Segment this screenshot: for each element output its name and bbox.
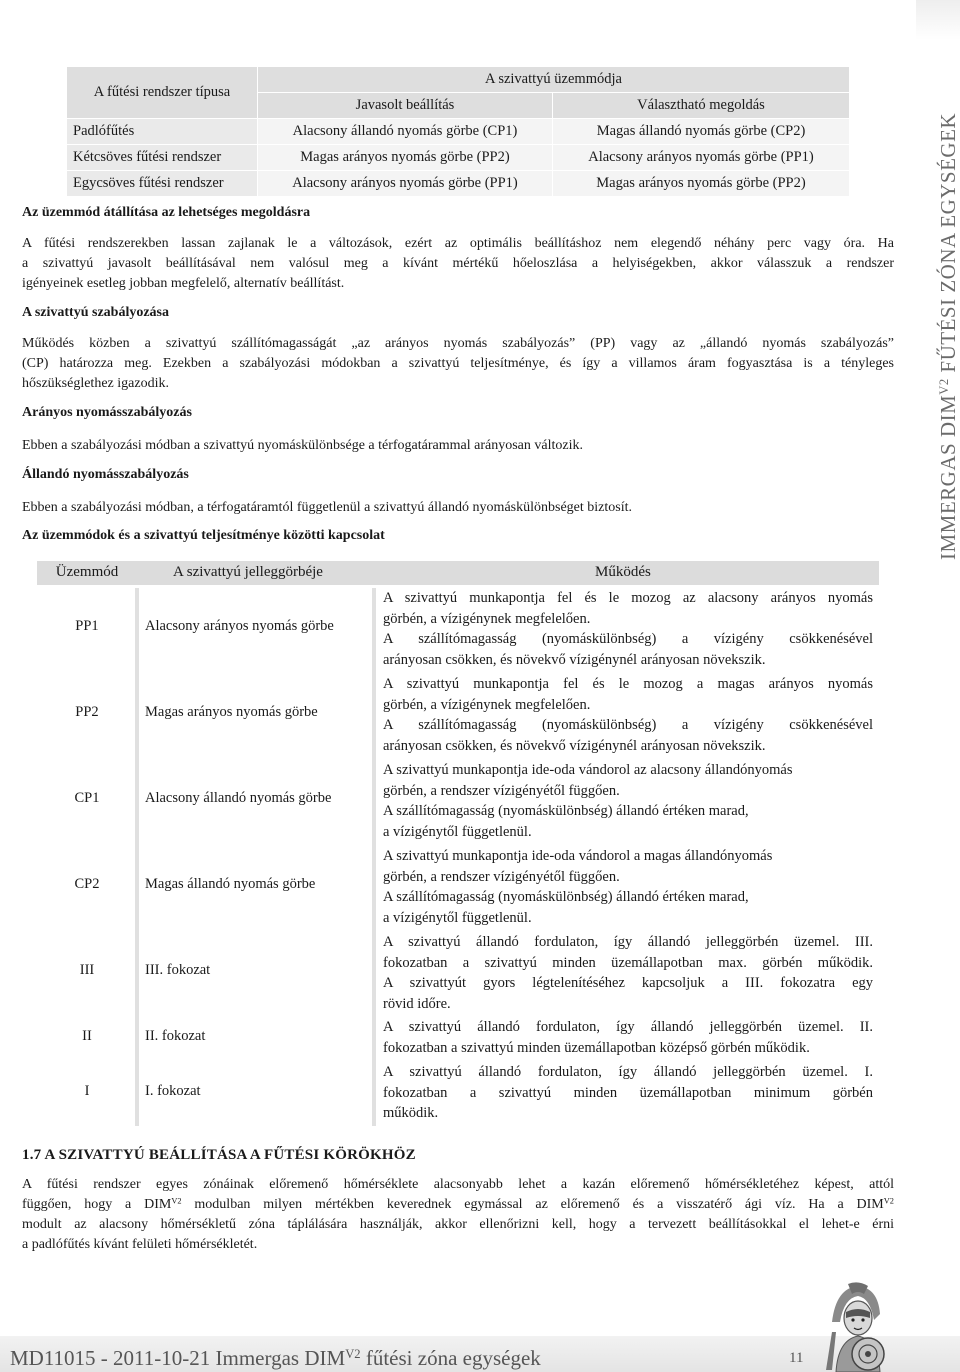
operation-line: a vízigénytől függetlenül. <box>383 823 532 840</box>
side-tab <box>916 0 960 40</box>
table-row <box>67 171 850 197</box>
operation-line: A szállítómagasság (nyomáskülönbség) állandó értéken marad, <box>383 803 749 819</box>
operation-line: görbén, a rendszer vízigényétől függően. <box>383 782 620 799</box>
mode-curve: Alacsony arányos nyomás görbe <box>145 618 334 634</box>
col-mode: Üzemmód <box>55 564 119 580</box>
mode-operation <box>383 1017 873 1058</box>
superscript: V2 <box>171 1196 182 1206</box>
relation-title: Az üzemmódok és a szivattyú teljesítménye közötti kapcsolat <box>22 528 385 543</box>
operation-line: A szállítómagasság (nyomáskülönbség) állandó értéken marad, <box>383 889 749 905</box>
switch-section-title: Az üzemmód átállítása az lehetséges megoldásra <box>22 205 311 220</box>
header-optional: Választható megoldás <box>553 93 850 119</box>
row-suggested: Alacsony arányos nyomás görbe (PP1) <box>258 171 553 197</box>
line-part: függően, hogy a DIM <box>22 1197 172 1212</box>
operation-line: fokozatban a szivattyú minden üzemállapotban minimum görbén <box>383 1084 873 1101</box>
operation-line: görbén, a vízigénynek megfelelően. <box>383 696 591 713</box>
mode-code: PP2 <box>75 704 99 720</box>
operation-line: A szivattyú állandó fordulaton, így állandó jelleggörbén üzemel. I. <box>383 1064 873 1080</box>
footer-text <box>10 1346 541 1371</box>
superscript: V2 <box>883 1196 894 1206</box>
operation-line: rövid időre. <box>383 995 451 1012</box>
operation-line: A szivattyú munkapontja ide-oda vándorol a magas állandónyomás <box>383 848 773 864</box>
mode-curve: I. fokozat <box>145 1083 201 1099</box>
mode-operation <box>383 760 873 842</box>
gladiator-logo-icon <box>818 1282 896 1372</box>
paragraph-line: modult az alacsony hőmérsékletű zóna táplálására használják, akkor ellenőrizni kell, hogy a tervezett beállításokkal el lehet-e érni <box>22 1217 894 1232</box>
row-type: Egycsöves fűtési rendszer <box>67 171 258 197</box>
control-paragraph <box>22 334 894 394</box>
operation-line: a vízigénytől függetlenül. <box>383 909 532 926</box>
section-heading: 1.7 A SZIVATTYÚ BEÁLLÍTÁSA A FŰTÉSI KÖRÖKHÖZ <box>22 1147 416 1163</box>
mode-code: PP1 <box>75 618 99 634</box>
banner-part: FŰTÉSI ZÓNA EGYSÉGEK <box>936 112 960 379</box>
col-operation: Működés <box>595 564 651 580</box>
operation-line: arányosan csökken, és növekvő vízigénynél arányosan növekszik. <box>383 737 766 754</box>
row-suggested: Alacsony állandó nyomás görbe (CP1) <box>258 119 553 145</box>
operation-line: A szivattyút gyors légtelenítéséhez kapcsoljuk a III. fokozatra egy <box>383 975 873 991</box>
line-part: modulban milyen mértékben keverednek egymással az előremenő és a visszatérő ági víz. Ha a DIM <box>181 1197 884 1212</box>
operation-line: A szállítómagasság (nyomáskülönbség) a vízigény csökkenésével <box>383 631 873 647</box>
heating-mode-table <box>66 66 850 197</box>
row-type: Padlófűtés <box>67 119 258 145</box>
mode-code: I <box>84 1083 90 1099</box>
mode-curve: II. fokozat <box>145 1028 206 1044</box>
table-row <box>67 119 850 145</box>
operation-line: A szivattyú munkapontja fel és le mozog az alacsony arányos nyomás <box>383 590 873 606</box>
row-optional: Magas arányos nyomás görbe (PP2) <box>553 171 850 197</box>
mode-code: CP2 <box>74 876 100 892</box>
paragraph-line <box>22 1195 894 1215</box>
superscript: V2 <box>345 1347 361 1362</box>
col-curve: A szivattyú jelleggörbéje <box>173 564 323 580</box>
mode-curve: Alacsony állandó nyomás görbe <box>145 790 332 806</box>
operation-line: A szivattyú munkapontja ide-oda vándorol az alacsony állandónyomás <box>383 762 793 778</box>
constant-title: Állandó nyomásszabályozás <box>22 467 189 482</box>
paragraph-line: hőszükséglethez igazodik. <box>22 376 169 391</box>
paragraph-line: a szivattyú javasolt beállításával nem valósul meg a kívánt mértékű hőeloszlása a helyiségekben, akkor válasszuk a rendszer <box>22 256 894 271</box>
operation-line: fokozatban a szivattyú minden üzemállapotban középső görbén működik. <box>383 1039 810 1056</box>
mode-code: II <box>82 1028 92 1044</box>
page-number: 11 <box>789 1350 804 1366</box>
operation-line: A szivattyú munkapontja fel és le mozog a magas arányos nyomás <box>383 676 873 692</box>
paragraph-line: A fűtési rendszerekben lassan zajlanak le a változások, ezért az optimális beállításhoz nem elegendő néhány perc vagy óra. Ha <box>22 236 894 251</box>
constant-text: Ebben a szabályozási módban, a térfogatáramtól függetlenül a szivattyú állandó nyomáskülönbséget biztosít. <box>22 500 632 515</box>
paragraph-line: (CP) határozza meg. Ezekben a szabályozási módokban a szivattyú teljesítménye, és így a villamos áram fogyasztása is a tényleges <box>22 356 894 371</box>
mode-code: CP1 <box>74 790 100 806</box>
banner-part: IMMERGAS DIM <box>936 394 960 560</box>
mode-operation <box>383 674 873 756</box>
switch-paragraph <box>22 234 894 294</box>
mode-operation <box>383 1062 873 1124</box>
header-pump-mode: A szivattyú üzemmódja <box>258 67 850 93</box>
mode-curve: Magas állandó nyomás görbe <box>145 876 316 892</box>
section-17-paragraph <box>22 1175 894 1255</box>
operation-line: A szivattyú állandó fordulaton, így állandó jelleggörbén üzemel. III. <box>383 934 873 950</box>
control-section-title: A szivattyú szabályozása <box>22 305 169 320</box>
mode-code: III <box>79 962 95 978</box>
row-optional: Alacsony arányos nyomás görbe (PP1) <box>553 145 850 171</box>
proportional-title: Arányos nyomásszabályozás <box>22 405 192 420</box>
side-banner <box>918 40 960 560</box>
operation-line: A szivattyú állandó fordulaton, így állandó jelleggörbén üzemel. II. <box>383 1019 873 1035</box>
mode-operation <box>383 588 873 670</box>
mode-operation <box>383 846 873 928</box>
operation-line: működik. <box>383 1105 439 1121</box>
paragraph-line: Működés közben a szivattyú szállítómagasságát „az arányos nyomás szabályozás” (PP) vagy az „állandó nyomás szabályozás” <box>22 336 894 351</box>
mode-operation <box>383 932 873 1014</box>
mode-curve: III. fokozat <box>145 962 211 978</box>
paragraph-line: A fűtési rendszer egyes zónáinak előremenő hőmérséklete alacsonyabb lehet a kazán előremenő hőmérsékletéhez képest, attól <box>22 1177 894 1192</box>
column-divider <box>372 588 376 1126</box>
mode-table-header <box>37 561 879 585</box>
proportional-text: Ebben a szabályozási módban a szivattyú nyomáskülönbsége a térfogatárammal arányosan változik. <box>22 438 583 453</box>
header-suggested: Javasolt beállítás <box>258 93 553 119</box>
footer-part: MD11015 - 2011-10-21 Immergas DIM <box>10 1346 346 1370</box>
table-row <box>67 145 850 171</box>
operation-line: görbén, a rendszer vízigényétől függően. <box>383 868 620 885</box>
column-divider <box>135 588 139 1126</box>
mode-curve: Magas arányos nyomás görbe <box>145 704 318 720</box>
header-heating-type: A fűtési rendszer típusa <box>67 67 258 119</box>
superscript: V2 <box>937 378 952 395</box>
paragraph-line: igényeinek esetleg jobban megfelelő, alternatív beállítást. <box>22 276 345 291</box>
paragraph-line: a padlófűtés kívánt felületi hőmérsékletét. <box>22 1237 258 1252</box>
operation-line: A szállítómagasság (nyomáskülönbség) a vízigény csökkenésével <box>383 717 873 733</box>
footer-part: fűtési zóna egységek <box>360 1346 541 1370</box>
operation-line: fokozatban a szivattyú minden üzemállapotban max. görbén működik. <box>383 954 873 971</box>
side-banner-text <box>936 113 960 560</box>
operation-line: arányosan csökken, és növekvő vízigénynél arányosan növekszik. <box>383 651 766 668</box>
row-type: Kétcsöves fűtési rendszer <box>67 145 258 171</box>
row-suggested: Magas arányos nyomás görbe (PP2) <box>258 145 553 171</box>
row-optional: Magas állandó nyomás görbe (CP2) <box>553 119 850 145</box>
operation-line: görbén, a vízigénynek megfelelően. <box>383 610 591 627</box>
